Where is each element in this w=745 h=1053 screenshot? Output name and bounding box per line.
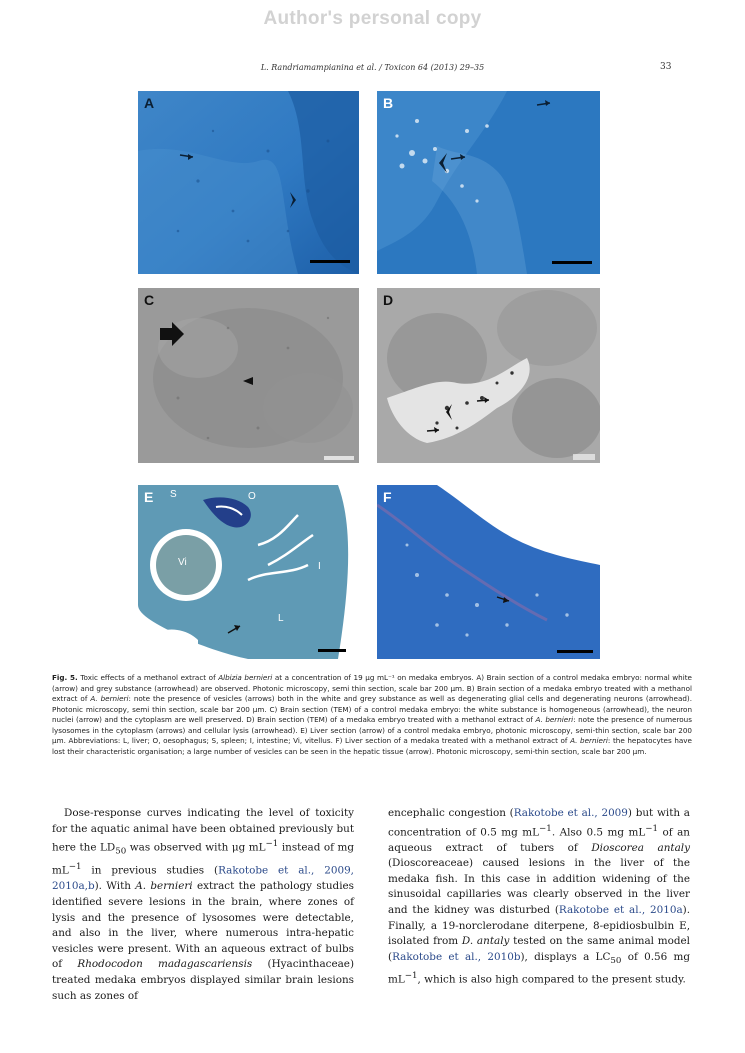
figure-panel-d (377, 288, 600, 463)
caption-species: A. bernieri (90, 694, 129, 703)
caption-text: : note the presence of vesicles (arrows) both in the white and grey substance as well as degenerating glial cells and degenerating neurons (arrowhead). Photonic microscopy, semi thin section, scale bar 200 μm. C) Brain section (TEM) of a control medaka embryo: the white substance is homogeneous (arrowhead), the neuron nuclei (arrow) and the cytoplasm are well preserved. D) Brain section (TEM) of a medaka embryo treated with a methanol extract of (52, 694, 693, 724)
panel-label-a: A (144, 95, 155, 111)
figure-panel-a (138, 91, 359, 274)
tissue-label-liver: L (278, 613, 284, 624)
panel-label-e: E (144, 489, 154, 505)
panel-label-d: D (383, 292, 394, 308)
citation-link[interactable]: Rakotobe et al., 2010b (392, 950, 521, 963)
tissue-label-spleen: S (170, 489, 177, 500)
caption-species: Albizia bernieri (218, 673, 273, 682)
caption-text: Toxic effects of a methanol extract of (77, 673, 219, 682)
panel-label-f: F (383, 489, 392, 505)
caption-text: at a concentration of 19 μg mL⁻¹ on medaka embryos. A) Brain section of a control medaka embryo: normal white (arrow) and grey substance (arrowhead) are observed. Photonic microscopy, semi thin section, scale bar 200 μm. B) Brain section of a medaka embryo treated with a methanol extract of (52, 673, 692, 703)
figure-panel-e (138, 485, 359, 659)
body-paragraph-left: Dose-response curves indicating the level of toxicity for the aquatic animal have been obtained previously but here the $LD_{50}$ was observed with μg $mL^{-1}$ instead of mg $mL^{-1}$ in previous studies (Rakotobe et al., 2009, 2010a,b). With A. bernieri extract the pathology studies identified severe lesions in the brain, where zones of lysis and the presence of lysosomes were detectable, and also in the liver, where numerous intra-hepatic vesicles were present. With an aqueous extract of bulbs of Rhodocodon madagascariensis (Hyacinthaceae) treated medaka embryos displayed similar brain lesions such as zones of (52, 807, 355, 1002)
citation-link[interactable]: Rakotobe et al., 2009 (513, 807, 628, 819)
running-head: L. Randriamampianina et al. / Toxicon 64 (2013) 29–35 (260, 63, 485, 72)
citation-link[interactable]: Rakotobe et al., 2010a (558, 904, 683, 917)
panel-label-b: B (383, 95, 394, 111)
citation-link[interactable]: Rakotobe et al., 2009, 2010a,b (52, 864, 354, 893)
panel-label-c: C (144, 292, 155, 308)
body-paragraph-right: encephalic congestion (Rakotobe et al., 2009) but with a concentration of 0.5 mg $mL^{-1}$. Also 0.5 mg $mL^{-1}$ of an aqueous extract of tubers of Dioscorea antaly (Dioscoreaceae) caused lesions in the liver of the medaka fish. In this case in addition widening of the sinusoidal capillaries was clearly observed in the liver and the kidney was disturbed (Rakotobe et al., 2010a). Finally, a 19-norclerodane diterpene, 8-epidiosbulbin E, isolated from D. antaly tested on the same animal model (Rakotobe et al., 2010b), displays a $LC_{50}$ of 0.56 mg $mL^{-1}$, which is also high compared to the present study. (388, 807, 691, 986)
watermark-author-copy: Author's personal copy (263, 8, 482, 29)
caption-species: A. bernieri (535, 715, 574, 724)
page-number: 33 (660, 62, 672, 72)
caption-label: Fig. 5. (52, 673, 78, 682)
tissue-label-oesophagus: O (248, 491, 256, 502)
tissue-label-vitellus: Vi (178, 557, 187, 568)
figure-panel-c (138, 288, 359, 463)
figure-caption (52, 673, 692, 757)
caption-species: A. bernieri (570, 736, 608, 745)
caption-text: : note the presence of numerous lysosomes in the cytoplasm (arrows) and cellular lysis (arrowhead). E) Liver section (arrow) of a control medaka embryo, photonic microscopy, semi-thin section, scale bar 200 μm. Abbreviations: L, liver; O, oesophagus; S, spleen; I, intestine; Vi, vitellus. F) Liver section of a medaka treated with a methanol extract of (52, 715, 692, 745)
caption-text: : the hepatocytes have lost their characteristic organisation; a large number of vesicles can be seen in the hepatic tissue (arrow). Photonic microscopy, semi-thin section, scale bar 200 μm. (52, 736, 692, 756)
tissue-label-intestine: I (318, 561, 321, 572)
figure-panel-f (377, 485, 600, 659)
figure-panel-b (377, 91, 600, 274)
